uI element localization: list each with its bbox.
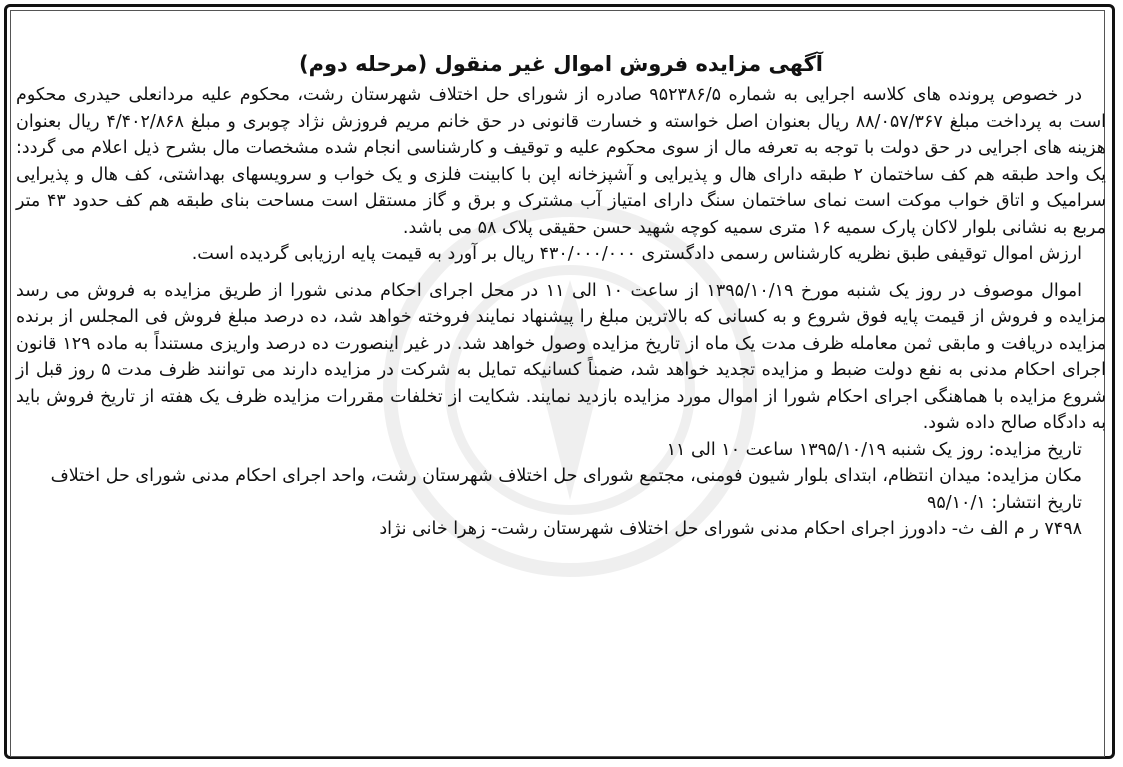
auction-date: تاریخ مزایده: روز یک شنبه ۱۳۹۵/۱۰/۱۹ ساعت ۱۰ الی ۱۱ (666, 439, 1082, 460)
signature-line: ۷۴۹۸ ر م الف ث- دادورز اجرای احکام مدنی شورای حل اختلاف شهرستان رشت- زهرا خانی نژاد (379, 519, 1082, 539)
case-details-paragraph: در خصوص پرونده های کلاسه اجرایی به شماره ۹۵۲۳۸۶/۵ صادره از شورای حل اختلاف شهرستان رشت، محکوم علیه مردانعلی حیدری محکوم است به پرداخت مبلغ ۸۸/۰۵۷/۳۶۷ ریال بعنوان اصل خواسته و خسارت قانونی در حق خانم مریم فروزش نژاد چوبری و مبلغ ۴/۴۰۲/۸۶۸ ریال بعنوان هزینه های اجرایی در حق دولت با توجه به تعرفه مال از سوی محکوم علیه و توقیف و کارشناسی انجام شده مشخصات مال بشرح ذیل اعلام می گردد: یک واحد طبقه هم کف ساختمان ۲ طبقه دارای هال و پذیرایی و آشپزخانه اپن با کابینت فلزی و یک خواب و سرویسهای بهداشتی، کف هال و پذیرایی سرامیک و اتاق خواب موکت است نمای ساختمان سنگ دارای امتیاز آب مشترک و برق و گاز مستقل است مساحت بنای طبقه هم کف حدود ۴۳ متر مربع به نشانی بلوار لاکان پارک سمیه ۱۶ متری سمیه کوچه شهید حسن حقیقی پلاک ۵۸ می باشد. (16, 85, 1107, 238)
auction-terms-paragraph: اموال موصوف در روز یک شنبه مورخ ۱۳۹۵/۱۰/۱۹ از ساعت ۱۰ الی ۱۱ در محل اجرای احکام مدنی شورا از طریق مزایده به فروش می رسد مزایده و فروش از قیمت پایه فوق شروع و به کسانی که بالاترین مبلغ را پیشنهاد نمایند فروخته خواهد شد، ده درصد مبلغ فروش فی المجلس از برنده مزایده دریافت و مابقی ثمن معامله ظرف مدت یک ماه از تاریخ مزایده وصول خواهد شد. در غیر اینصورت ده درصد واریزی مستنداً به ماده ۱۲۹ قانون اجرای احکام مدنی به نفع دولت ضبط و مزایده تجدید خواهد شد، ضمناً کسانیکه تمایل به شرکت در مزایده دارند می توانند ظرف مدت ۵ روز قبل از شروع مزایده با هماهنگی اجرای احکام شورا از اموال مورد مزایده بازدید نمایند. شکایت از تخلفات مقررات مزایده ظرف یک هفته از تاریخ فروش باید به دادگاه صالح داده شود. (16, 280, 1106, 433)
publish-date: تاریخ انتشار: ۹۵/۱۰/۱ (926, 492, 1082, 513)
auction-place: مکان مزایده: میدان انتظام، ابتدای بلوار شیون فومنی، مجتمع شورای حل اختلاف شهرستان رشت، واحد اجرای احکام مدنی شورای حل اختلاف (50, 466, 1082, 486)
auction-notice (16, 48, 1106, 543)
notice-title: آگهی مزایده فروش اموال غیر منقول (مرحله دوم) (299, 52, 823, 76)
valuation-paragraph: ارزش اموال توقیفی طبق نظریه کارشناس رسمی دادگستری ۴۳۰/۰۰۰/۰۰۰ ریال بر آورد به قیمت پایه ارزیابی گردیده است. (191, 244, 1082, 264)
